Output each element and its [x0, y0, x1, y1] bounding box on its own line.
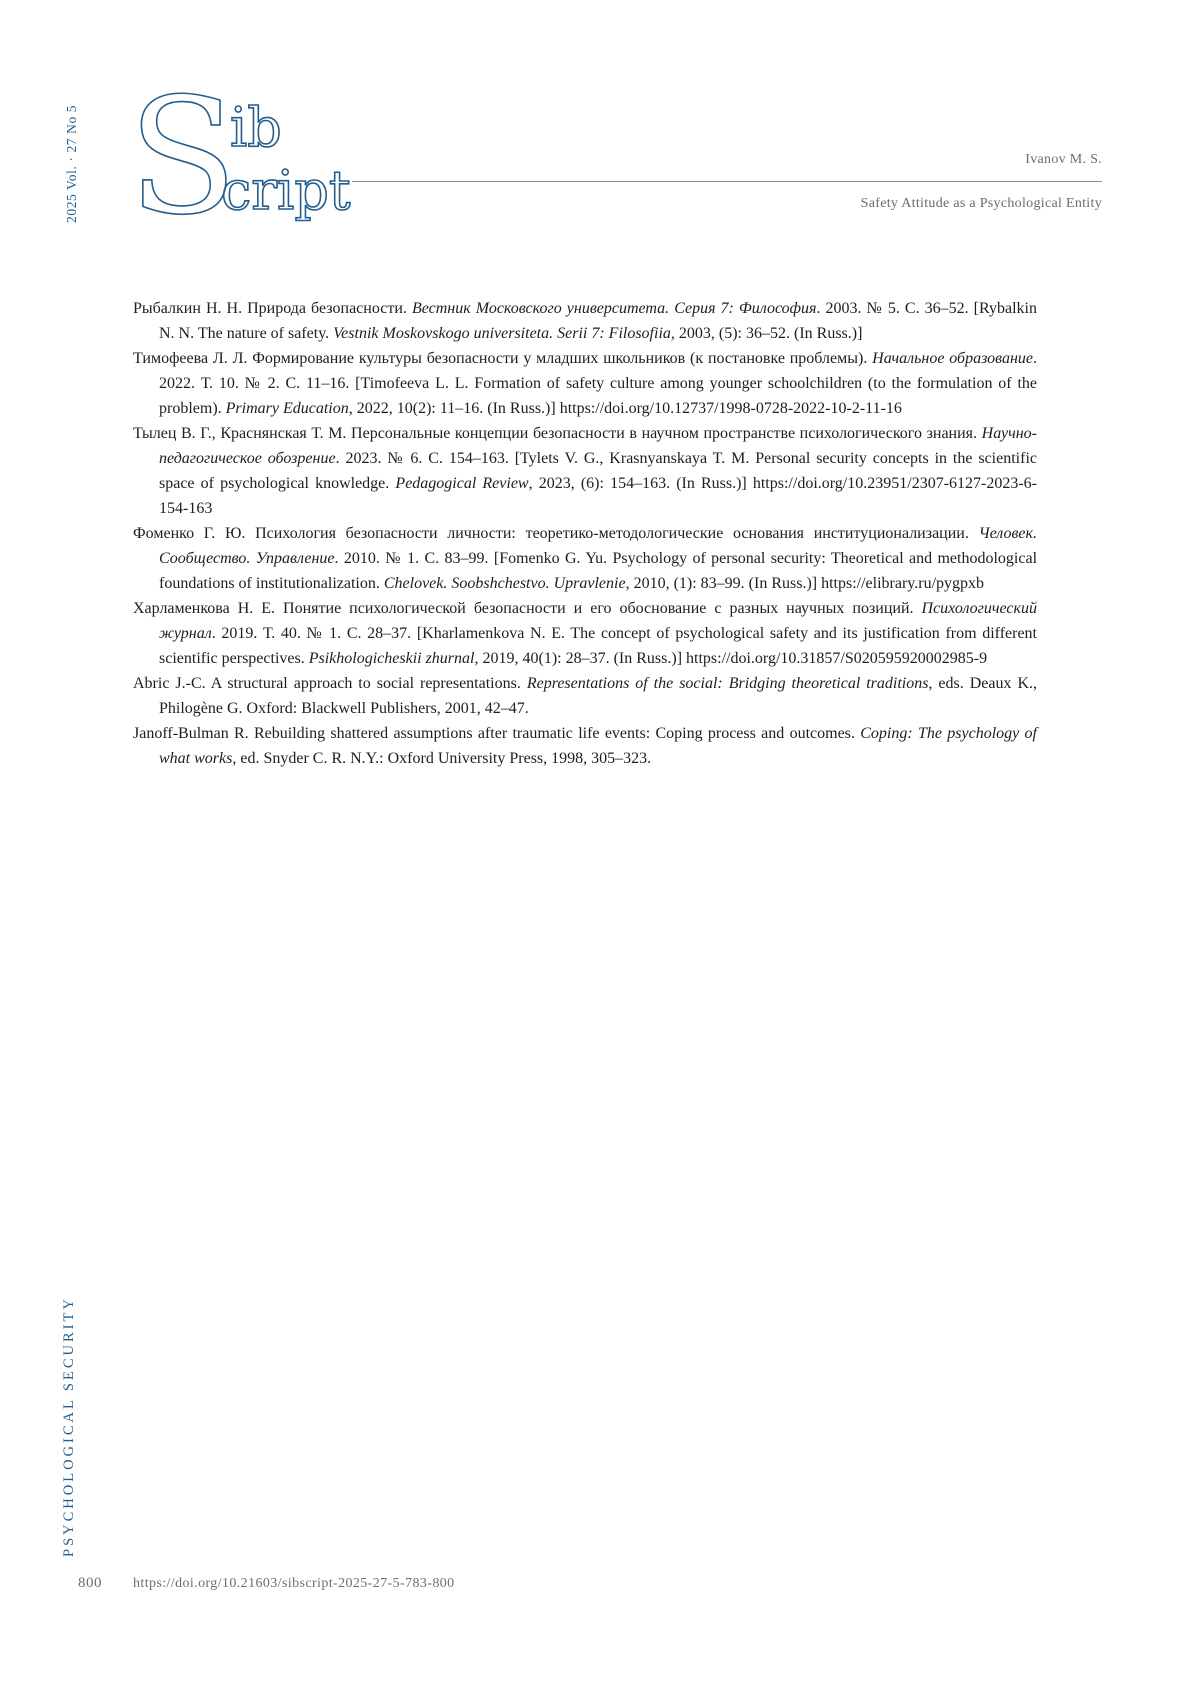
- running-header-author: Ivanov M. S.: [1025, 152, 1102, 167]
- running-header-title: Safety Attitude as a Psychological Entity: [860, 196, 1102, 211]
- section-label: PSYCHOLOGICAL SECURITY: [61, 1296, 77, 1557]
- reference-item: Фоменко Г. Ю. Психология безопасности личности: теоретико-методологические основания институционализации. Человек. Сообщество. Управление. 2010. № 1. С. 83–99. [Fomenko G. Yu. Psychology of personal security: Theoretical and methodological foundations of institutionalization. Chelovek. Soobshchestvo. Upravlenie, 2010, (1): 83–99. (In Russ.)] https://elibrary.ru/pygpxb: [133, 525, 1038, 592]
- header-divider-line: [352, 181, 1102, 182]
- reference-item: Тимофеева Л. Л. Формирование культуры безопасности у младших школьников (к постановке проблемы). Начальное образование. 2022. Т. 10. № 2. С. 11–16. [Timofeeva L. L. Formation of safety culture among younger schoolchildren (to the formulation of the problem). Primary Education, 2022, 10(2): 11–16. (In Russ.)] https://doi.org/10.12737/1998-0728-2022-10-2-11-16: [133, 350, 1037, 417]
- doi-link[interactable]: https://doi.org/10.21603/sibscript-2025-27-5-783-800: [133, 1576, 455, 1591]
- reference-item: Janoff-Bulman R. Rebuilding shattered assumptions after traumatic life events: Coping process and outcomes. Coping: The psychology of what works, ed. Snyder C. R. N.Y.: Oxford University Press, 1998, 305–323.: [133, 725, 1038, 767]
- logo-text-cript: cript: [221, 159, 351, 222]
- logo-letter-s: S: [128, 86, 238, 232]
- volume-issue-label: 2025 Vol. · 27 No 5: [64, 104, 79, 223]
- reference-item: Abric J.-C. A structural approach to social representations. Representations of the social: Bridging theoretical traditions, eds. Deaux K., Philogène G. Oxford: Blackwell Publishers, 2001, 42–47.: [133, 675, 1037, 717]
- page-number: 800: [78, 1575, 102, 1591]
- sibscript-logo: [126, 86, 352, 232]
- reference-item: Харламенкова Н. Е. Понятие психологической безопасности и его обоснование с разных научных позиций. Психологический журнал. 2019. Т. 40. № 1. С. 28–37. [Kharlamenkova N. E. The concept of psychological safety and its justification from different scientific perspectives. Psikhologicheskii zhurnal, 2019, 40(1): 28–37. (In Russ.)] https://doi.org/10.31857/S020595920002985-9: [133, 600, 1037, 667]
- reference-item: Рыбалкин Н. Н. Природа безопасности. Вестник Московского университета. Серия 7: Философия. 2003. № 5. С. 36–52. [Rybalkin N. N. The nature of safety. Vestnik Moskovskogo universiteta. Serii 7: Filosofiia, 2003, (5): 36–52. (In Russ.)]: [133, 300, 1038, 342]
- logo-text-ib: ib: [230, 96, 282, 159]
- reference-item: Тылец В. Г., Краснянская Т. М. Персональные концепции безопасности в научном пространстве психологического знания. Научно-педагогическое обозрение. 2023. № 6. С. 154–163. [Tylets V. G., Krasnyanskaya T. M. Personal security concepts in the scientific space of psychological knowledge. Pedagogical Review, 2023, (6): 154–163. (In Russ.)] https://doi.org/10.23951/2307-6127-2023-6-154-163: [133, 425, 1038, 517]
- references-list: [133, 296, 1037, 771]
